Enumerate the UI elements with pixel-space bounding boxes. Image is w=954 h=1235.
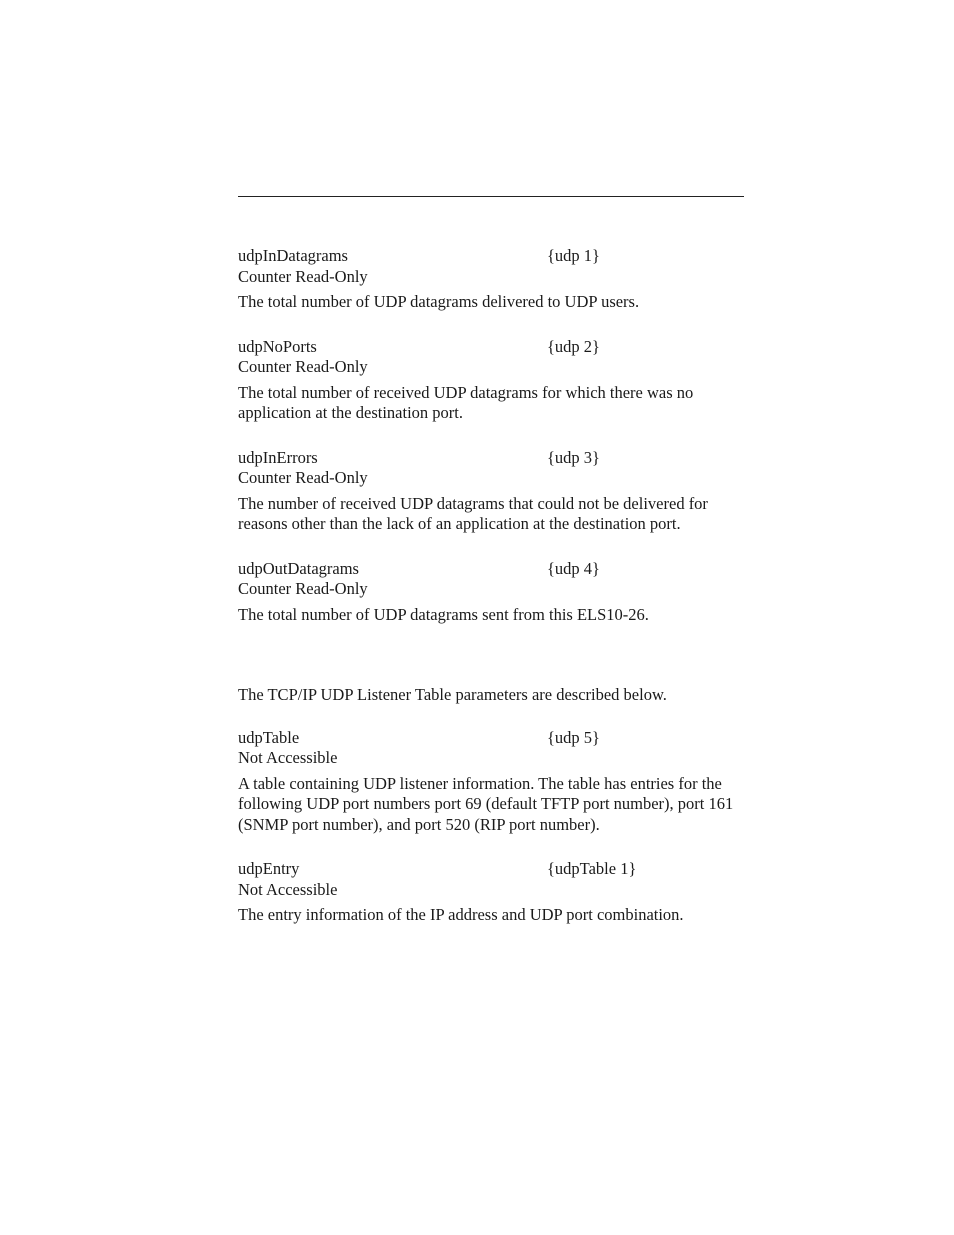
entry-description: The total number of received UDP datagrams for which there was no application at the destination port. <box>238 382 694 422</box>
entry-name: udpNoPorts <box>238 336 317 356</box>
entry-description: The number of received UDP datagrams that could not be delivered for reasons other than the lack of an application at the destination port. <box>238 493 708 533</box>
mib-entry-udpInDatagrams <box>238 246 744 313</box>
entry-type: Not Accessible <box>238 748 338 767</box>
entry-oid: {udp 2} <box>547 336 600 356</box>
entry-heading <box>238 337 744 358</box>
entry-type: Counter Read-Only <box>238 579 368 598</box>
mib-entry-udpInErrors <box>238 448 744 535</box>
mib-entry-udpOutDatagrams <box>238 559 744 626</box>
section-intro: The TCP/IP UDP Listener Table parameters are described below. <box>238 685 667 704</box>
entry-heading <box>238 859 744 880</box>
entry-heading <box>238 448 744 469</box>
entry-oid: {udpTable 1} <box>547 859 637 878</box>
mib-entry-udpEntry <box>238 859 744 926</box>
document-body <box>238 246 744 950</box>
entry-oid: {udp 5} <box>547 727 600 747</box>
header-rule <box>238 196 744 197</box>
entry-oid: {udp 1} <box>547 246 600 265</box>
entry-type: Counter Read-Only <box>238 357 368 376</box>
mib-entry-udpTable <box>238 728 744 836</box>
entry-name: udpEntry <box>238 859 300 878</box>
entry-name: udpInDatagrams <box>238 246 348 265</box>
mib-entry-udpNoPorts <box>238 337 744 424</box>
entry-description: The total number of UDP datagrams delivered to UDP users. <box>238 292 640 311</box>
entry-oid: {udp 3} <box>547 447 600 467</box>
entry-type: Counter Read-Only <box>238 266 368 286</box>
entry-name: udpTable <box>238 727 300 747</box>
entry-oid: {udp 4} <box>547 558 600 578</box>
entry-heading <box>238 728 744 749</box>
entry-type: Not Accessible <box>238 879 338 899</box>
entry-name: udpInErrors <box>238 447 318 467</box>
entry-heading <box>238 246 744 267</box>
entry-type: Counter Read-Only <box>238 468 368 487</box>
entry-description: A table containing UDP listener information. The table has entries for the following UDP port numbers port 69 (default TFTP port number), port 161 (SNMP port number), and port 520 (RIP port number). <box>238 773 734 834</box>
entry-heading <box>238 559 744 580</box>
section-gap <box>238 649 744 685</box>
entry-description: The entry information of the IP address and UDP port combination. <box>238 905 684 924</box>
entry-description: The total number of UDP datagrams sent from this ELS10-26. <box>238 604 649 624</box>
entry-name: udpOutDatagrams <box>238 558 359 578</box>
